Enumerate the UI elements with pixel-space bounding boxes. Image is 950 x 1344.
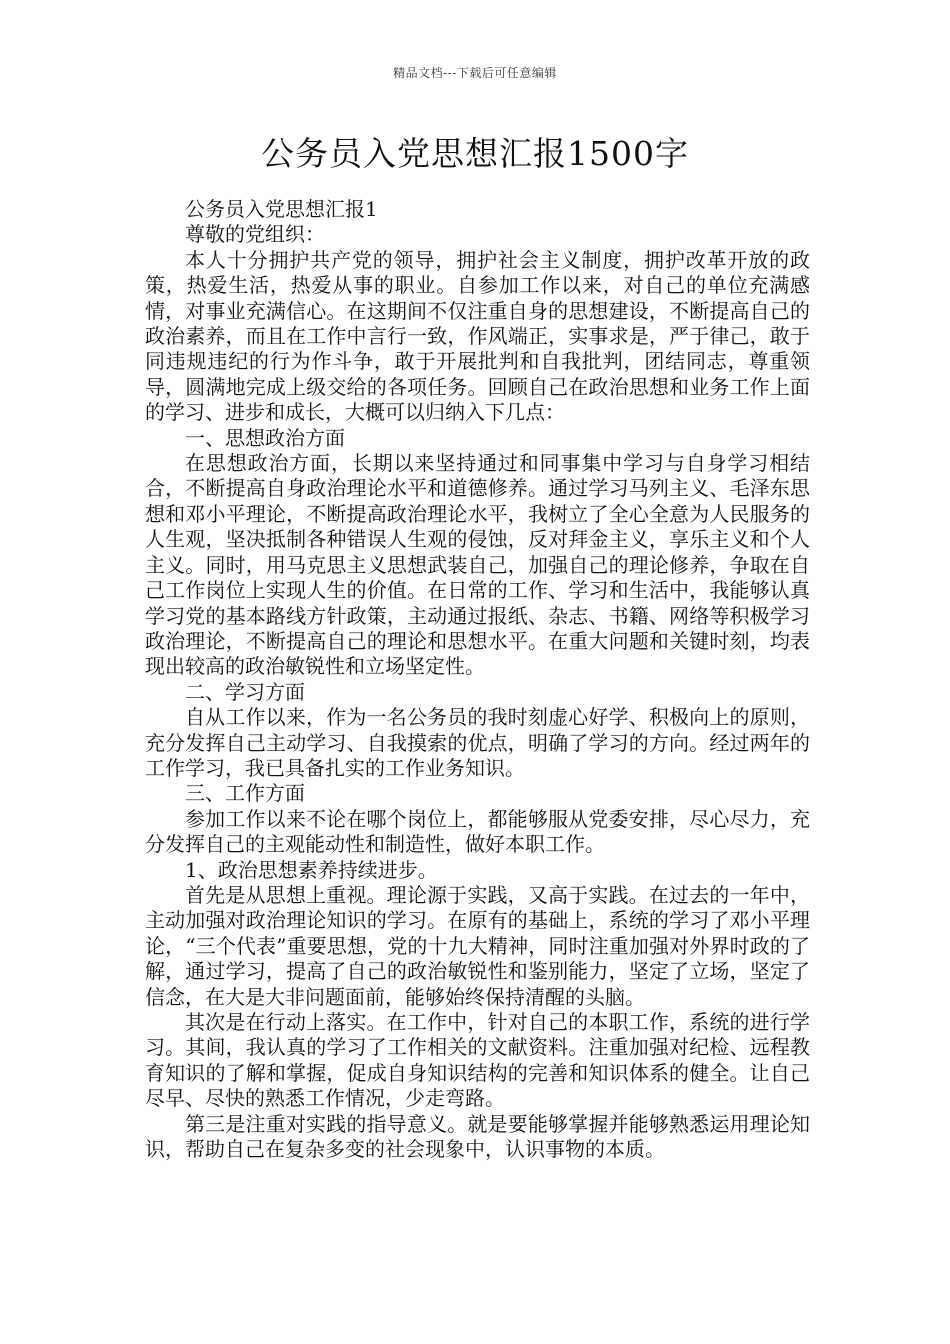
salutation: 尊敬的党组织： [185,222,325,247]
paragraph: 在思想政治方面，长期以来坚持通过和同事集中学习与自身学习相结合，不断提高自身政治理论水平和道德修养。通过学习马列主义、毛泽东思想和邓小平理论，不断提高政治理论水平，我树立了全心全意为人民服务的人生观，坚决抵制各种错误人生观的侵蚀，反对拜金主义，享乐主义和个人主义。同时，用马克思主义思想武装自己，加强自己的理论修养，争取在自己工作岗位上实现人生的价值。在日常的工作、学习和生活中，我能够认真学习党的基本路线方针政策，主动通过报纸、杂志、书籍、网络等积极学习政治理论，不断提高自己的理论和思想水平。在重大问题和关键时刻，均表现出较高的政治敏锐性和立场坚定性。 [145,451,810,679]
paragraph: 本人十分拥护共产党的领导，拥护社会主义制度，拥护改革开放的政策，热爱生活，热爱从事的职业。自参加工作以来，对自己的单位充满感情，对事业充满信心。在这期间不仅注重自身的思想建设，不断提高自己的政治素养，而且在工作中言行一致，作风端正，实事求是，严于律己，敢于同违规违纪的行为作斗争，敢于开展批判和自我批判，团结同志，尊重领导，圆满地完成上级交给的各项任务。回顾自己在政治思想和业务工作上面的学习、进步和成长，大概可以归纳入下几点： [145,247,810,425]
document-body [145,197,810,1162]
report-subtitle: 公务员入党思想汇报1 [185,197,378,221]
document-title: 公务员入党思想汇报1500字 [261,134,689,173]
paragraph: 自从工作以来，作为一名公务员的我时刻虚心好学、积极向上的原则，充分发挥自己主动学习、自我摸索的优点，明确了学习的方向。经过两年的工作学习，我已具备扎实的工作业务知识。 [145,705,810,780]
paragraph: 首先是从思想上重视。理论源于实践，又高于实践。在过去的一年中，主动加强对政治理论知识的学习。在原有的基础上，系统的学习了邓小平理论，“三个代表”重要思想，党的十九大精神，同时注重加强对外界时政的了解，通过学习，提高了自己的政治敏锐性和鉴别能力，坚定了立场，坚定了信念，在大是大非问题面前，能够始终保持清醒的头脑。 [145,882,810,1009]
section-heading: 二、学习方面 [185,679,305,704]
section-heading: 三、工作方面 [185,781,305,806]
paragraph: 参加工作以来不论在哪个岗位上，都能够服从党委安排，尽心尽力，充分发挥自己的主观能动性和制造性，做好本职工作。 [145,806,810,857]
subsection-heading: 1、政治思想素养持续进步。 [185,857,438,882]
paragraph: 第三是注重对实践的指导意义。就是要能够掌握并能够熟悉运用理论知识，帮助自己在复杂多变的社会现象中，认识事物的本质。 [145,1111,810,1162]
paragraph: 其次是在行动上落实。在工作中，针对自己的本职工作，系统的进行学习。其间，我认真的学习了工作相关的文献资料。注重加强对纪检、远程教育知识的了解和掌握，促成自身知识结构的完善和知识体系的健全。让自己尽早、尽快的熟悉工作情况，少走弯路。 [145,1010,810,1111]
page-header: 精品文档---下载后可任意编辑 [393,66,557,80]
section-heading: 一、思想政治方面 [185,425,345,450]
